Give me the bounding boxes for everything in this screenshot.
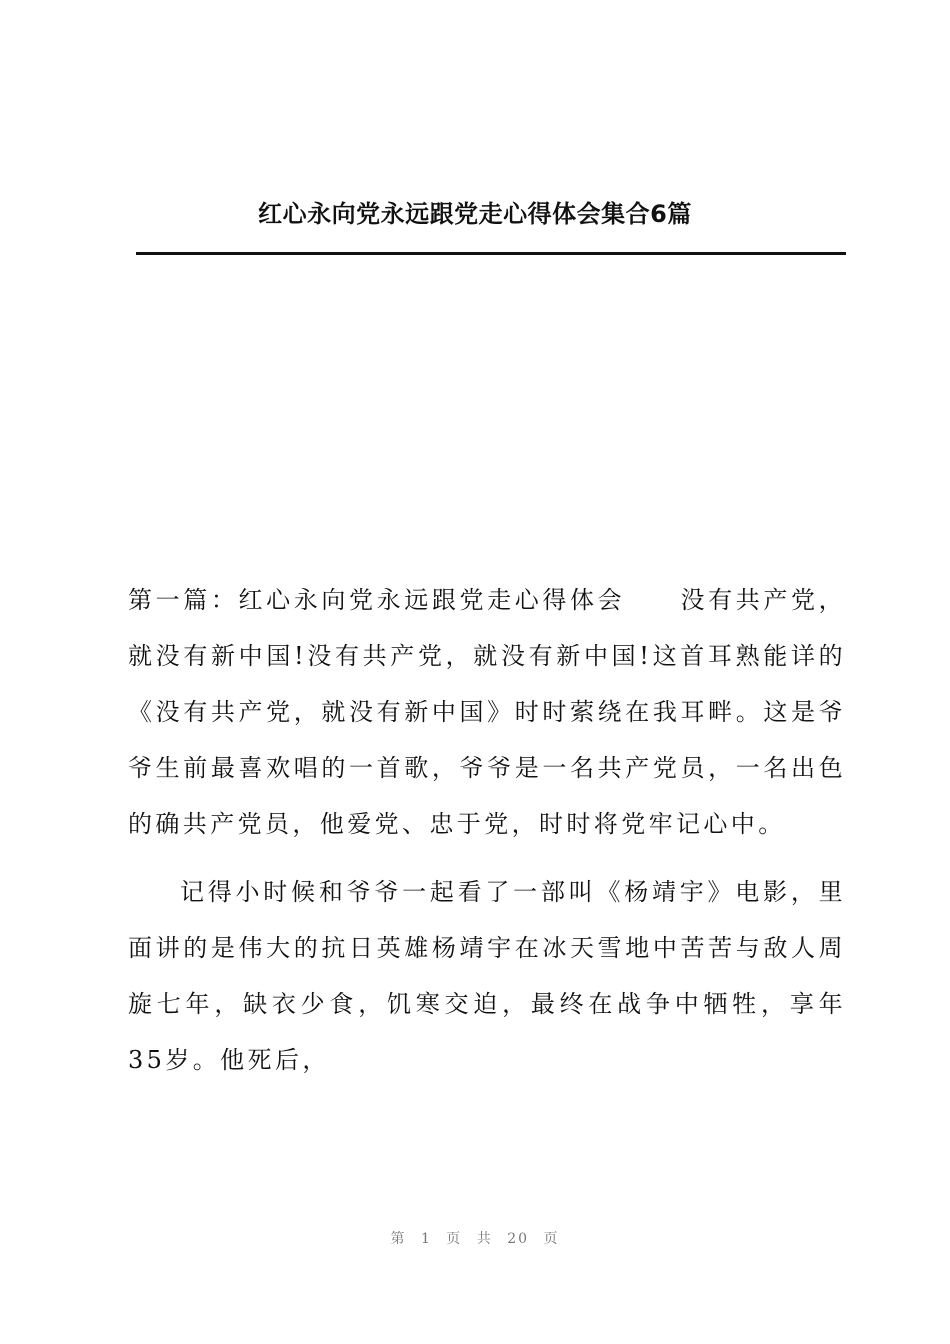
- document-body: [128, 572, 846, 1100]
- paragraph-1: 第一篇：红心永向党永远跟党走心得体会 没有共产党，就没有新中国!没有共产党，就没有新中国!这首耳熟能详的《没有共产党，就没有新中国》时时萦绕在我耳畔。这是爷爷生前最喜欢唱的一首歌，爷爷是一名共产党员，一名出色的确共产党员，他爱党、忠于党，时时将党牢记心中。: [128, 586, 846, 838]
- title-divider: [136, 252, 846, 255]
- page-number-footer: 第 1 页 共 20 页: [390, 1231, 560, 1247]
- page-title: 红心永向党永远跟党走心得体会集合6篇: [258, 200, 692, 228]
- paragraph-2: 记得小时候和爷爷一起看了一部叫《杨靖宇》电影，里面讲的是伟大的抗日英雄杨靖宇在冰天雪地中苦苦与敌人周旋七年，缺衣少食，饥寒交迫，最终在战争中牺牲，享年35岁。他死后，: [128, 878, 846, 1074]
